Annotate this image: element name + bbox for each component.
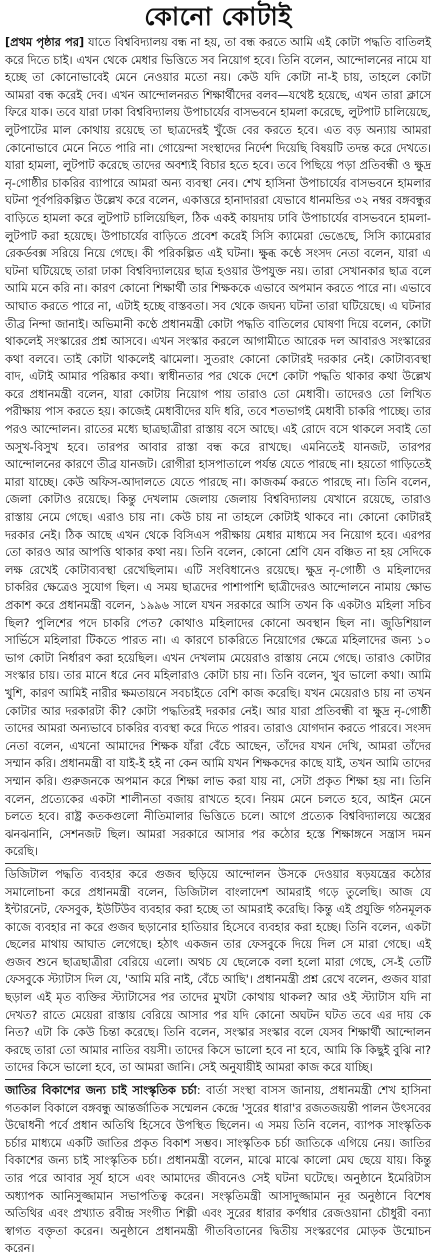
paragraph-2: ডিজিটাল পদ্ধতি ব্যবহার করে গুজব ছড়িয়ে আন্দোলন উসকে দেওয়ার ষড়যন্ত্রের কঠোর সমালোচনা করে প্রধানমন্ত্রী বলেন, ডিজিটাল বাংলাদেশ আমরাই গড়ে তুলেছি। আজ যে ইন্টারনেট, ফেসবুক, ইউটিউব ব্যবহার করা হচ্ছে তা আমরাই করেছি। কিন্তু এই প্রযুক্তি গঠনমূলক কাজে ব্যবহার না করে গুজব ছড়ানোর হাতিয়ার হিসেবে ব্যবহার করা হচ্ছে। তিনি বলেন, একটা ছেলের মাথায় আঘাত লেগেছে। হঠাৎ একজন তার ফেসবুকে দিয়ে দিল সে মারা গেছে। এই গুজব শুনে ছাত্রছাত্রীরা বেরিয়ে এলো। অথচ যে ছেলেকে বলা হলো মারা গেছে, সে-ই তেটি ফেসবুকে স্ট্যাটাস দিল যে, 'আমি মরি নাই, বেঁচে আছি'। প্রধানমন্ত্রী প্রশ্ন রেখে বলেন, গুজব যারা ছড়াল এই মৃত ব্যক্তির স্ট্যাটাসের পর তাদের মুখটা কোথায় থাকল? আর ওই স্ট্যাটাস যদি না দেখত? রাতে মেয়েরা রাস্তায় বেরিয়ে আসার পর যদি কোনো অঘটন ঘটত তবে এর দায় কে নিত? এটা কি কেউ চিন্তা করেছে। তিনি বলেন, সংস্কার সংস্কার বলে যেসব শিক্ষার্থী আন্দোলন করছে তারা তো আমার নাতির বয়সী। তাদের কিসে ভালো হবে না হবে, আমি কি কিছুই বুঝি না? তাদের কিসে ভালো হবে, তা আমরা জানি। সেই অনুযায়ীই আমরা কাজ করে যাচ্ছি। [5,867,431,1075]
headline: কোনো কোটাই [144,2,292,31]
paragraph-3 [5,1082,431,1258]
continuation-kicker: [প্রথম পৃষ্ঠার পর] [5,36,85,49]
paragraph-1 [5,34,431,861]
subheading: জাতির বিকাশের জন্য চাই সাংস্কৃতিক চর্চা [5,1084,197,1098]
paragraph-1-text: যাতে বিশ্ববিদ্যালয় বন্ধ না হয়, তা বন্ধ করতে আমি এই কোটা পদ্ধতি বাতিলই করে দিতে চাই। এখন থেকে মেধার ভিত্তিতে সব নিয়োগ হবে। তিনি বলেন, আন্দোলনের নামে যা হচ্ছে তা কোনোভাবেই মেনে নেওয়ার মতো নয়। কেউ যদি কোটা না-ই চায়, তাহলে কোটা আমরা বন্ধ করেই দেব। এখন আন্দোলনরত শিক্ষার্থীদের বলব—যথেষ্ট হয়েছে, এখন তারা ক্লাসে ফিরে যাক। তবে যারা ঢাকা বিশ্ববিদ্যালয় উপাচার্যের বাসভবনে হামলা করেছে, লুটপাট চালিয়েছে, লুটপাটের মাল কোথায় রয়েছে তা ছাত্রদেরই খুঁজে বের করতে হবে। এত বড় অন্যায় আমরা কোনোভাবে মেনে নিতে পারি না। গোয়েন্দা সংস্থাদের নির্দেশ দিয়েছি বিষয়টি তদন্ত করে দেখতে। যারা হামলা, লুটপাট করেছে তাদের অবশ্যই বিচার হতে হবে। তবে পিছিয়ে পড়া প্রতিবন্ধী ও ক্ষুদ্র নৃ-গোষ্ঠীর চাকরির ব্যাপারে আমরা অন্য ব্যবস্থা নেব। শেখ হাসিনা উপাচার্যের বাসভবনে হামলার ঘটনা পূর্বপরিকল্পিত উল্লেখ করে বলেন, একাত্তরে হানাদাররা যেভাবে ধানমন্ডির ৩২ নম্বর বঙ্গবন্ধুর বাড়িতে হামলা করে লুটপাট চালিয়েছিল, ঠিক একই কায়দায় ঢাবি উপাচার্যের বাসভবনে হামলা-লুটপাট করা হয়েছে। উপাচার্যের বাড়িতে প্রবেশ করেই সিসি ক্যামেরা ভেঙেছে, সিসি ক্যামেরার রেকর্ডবক্স সরিয়ে নিয়ে গেছে। কী পরিকল্পিত এই ঘটনা। ক্ষুব্ধ কণ্ঠে সংসদ নেতা বলেন, যারা এ ঘটনা ঘটিয়েছে তারা ঢাকা বিশ্ববিদ্যালয়ের ছাত্র হওয়ার উপযুক্ত নয়। তারা সেখানকার ছাত্র বলে আমি মনে করি না। কারণ কোনো শিক্ষার্থী তার শিক্ষককে এভাবে অপমান করতে পারে না। এভাবে আঘাত করতে পারে না, এটাই হচ্ছে বাস্তবতা। সব থেকে জঘন্য ঘটনা তারা ঘটিয়েছে। এ ঘটনার তীব্র নিন্দা জানাই। অভিমানী কণ্ঠে প্রধানমন্ত্রী কোটা পদ্ধতি বাতিলের ঘোষণা দিয়ে বলেন, কোটা থাকলেই সংস্কারের প্রশ্ন আসবে। এখন সংস্কার করলে আগামীতে আরেক দল আবারও সংস্কারের কথা বলবে। তাই কোটা থাকলেই ঝামেলা। সুতরাং কোনো কোটারই দরকার নেই। কোটাব্যবস্থা বাদ, এটাই আমার পরিষ্কার কথা। স্বাধীনতার পর থেকে দেশে কোটা পদ্ধতি থাকার কথা উল্লেখ করে প্রধানমন্ত্রী বলেন, যারা কোটায় নিয়োগ পায় তারাও তো মেধাবী। তাদেরও তো লিখিত পরীক্ষায় পাস করতে হয়। কাজেই মেধাবীদের যদি ধরি, তবে শতভাগই মেধাবী চাকরি পাচ্ছে। তার পরও আন্দোলন। রাতের মধ্যে ছাত্রছাত্রীরা রাস্তায় বসে আছে। এই রোদে বসে থাকলে সবাই তো অসুখ-বিসুখ হবে। তারপর আবার রাস্তা বন্ধ করে রাখছে। এমনিতেই যানজট, তারপর আন্দোলনের কারণে তীব্র যানজট। রোগীরা হাসপাতালে পর্যন্ত যেতে পারছে না। হয়তো গাড়িতেই মারা যাচ্ছে। কেউ অফিস-আদালতে যেতে পারছে না। কাজকর্ম করতে পারছে না। তিনি বলেন, জেলা কোটাও রয়েছে। কিন্তু দেখলাম জেলায় জেলায় বিশ্ববিদ্যালয় যেখানে রয়েছে, তারাও রাস্তায় নেমে গেছে। এরাও চায় না। কেউ চায় না তাহলে কোটাই থাকবে না। কোনো কোটারই দরকার নেই। ঠিক আছে এখন থেকে বিসিএস পরীক্ষায় মেধার মাধ্যমে সব নিয়োগ হবে। এরপর তো কারও আর আপত্তি থাকার কথা নয়। তিনি বলেন, কোনো শ্রেণি যেন বঞ্চিত না হয় সেদিকে লক্ষ রেখেই কোটাব্যবস্থা রেখেছিলাম। এটি সংবিধানেও রয়েছে। ক্ষুদ্র নৃ-গোষ্ঠী ও মহিলাদের চাকরির ক্ষেত্রেও সুযোগ ছিল। এ সময় ছাত্রদের পাশাপাশি ছাত্রীদেরও আন্দোলনে নামায় ক্ষোভ প্রকাশ করে প্রধানমন্ত্রী বলেন, ১৯৯৬ সালে যখন সরকারে আসি তখন কি একটাও মহিলা সচিব ছিল? পুলিশের পদে চাকরি পেত? কোথাও মহিলাদের কোনো অবস্থান ছিল না। জুডিশিয়াল সার্ভিসে মহিলারা টিকতে পারত না। এ কারণে চাকরিতে নিয়োগের ক্ষেত্রে মহিলাদের জন্য ১০ ভাগ কোটা নির্ধারণ করা হয়েছিল। এখন দেখলাম মেয়েরাও রাস্তায় নেমে গেছে। তারাও কোটার সংস্কার চায়। তার মানে ধরে নেব মহিলারাও কোটা চায় না। তিনি বলেন, খুব ভালো কথা। আমি খুশি, কারণ আমিই নারীর ক্ষমতায়নে সবচাইতে বেশি কাজ করেছি। যখন মেয়েরাও চায় না তখন কোটার আর দরকারটা কী? কোটা পদ্ধতিরই দরকার নেই। আর যারা প্রতিবন্ধী বা ক্ষুদ্র নৃ-গোষ্ঠী তাদের আমরা অন্যভাবে চাকরির ব্যবস্থা করে দিতে পারব। তারাও যোগদান করতে পারবে। সংসদ নেতা বলেন, এখনো আমাদের শিক্ষক যাঁরা বেঁচে আছেন, তাঁদের যখন দেখি, আমরা তাঁদের সম্মান করি। প্রধানমন্ত্রী বা যাই-ই হই না কেন আমি যখন শিক্ষকদের কাছে যাই, তখন আমি তাদের সম্মান করি। গুরুজনকে অপমান করে শিক্ষা লাভ করা যায় না, সেটা প্রকৃত শিক্ষা হয় না। তিনি বলেন, প্রত্যেকের একটা শালীনতা বজায় রাখতে হবে। নিয়ম মেনে চলতে হবে, আইন মেনে চলতে হবে। রাষ্ট্র কতকগুলো নীতিমালার ভিত্তিতে চলে। আগে প্রত্যেক বিশ্ববিদ্যালয়ে অস্ত্রের ঝনঝনানি, সেশনজট ছিল। আমরা সরকারে আসার পর কঠোর হস্তে শিক্ষাঙ্গনে সন্ত্রাস দমন করেছি। [5,36,432,859]
article-body [5,34,431,1258]
divider [5,863,431,864]
paragraph-3-text: : বার্তা সংস্থা বাসস জানায়, প্রধানমন্ত্রী শেখ হাসিনা গতকাল বিকালে বঙ্গবন্ধু আন্তর্জাতিক সম্মেলন কেন্দ্রে 'সুরের ধারা'র রজতজয়ন্তী পালন উৎসবের উদ্বোধনী পর্বে প্রধান অতিথি হিসেবে উপস্থিত ছিলেন। এ সময় তিনি বলেন, ব্যাপক সাংস্কৃতিক চর্চার মাধ্যমে একটি জাতির প্রকৃত বিকাশ সম্ভব। সাংস্কৃতিক চর্চা জাতিকে এগিয়ে নেয়। জাতির বিকাশের জন্য চাই সাংস্কৃতিক চর্চা। প্রধানমন্ত্রী বলেন, মাঝে মাঝে কালো মেঘ ছেয়ে যায়। কিন্তু তার পরে আবার সূর্য হাসে এবং আমাদের জীবনেও সেই ঘটনা ঘটেছে। অনুষ্ঠানে ইমেরিটাস অধ্যাপক আনিসুজ্জামান সভাপতিত্ব করেন। সংস্কৃতিমন্ত্রী আসাদুজ্জামান নূর অনুষ্ঠানে বিশেষ অতিথির এবং প্রখ্যাত রবীন্দ্র সংগীত শিল্পী এবং সুরের ধারার কর্ণধার রেজওয়ানা চৌধুরী বন্যা স্বাগত বক্তৃতা করেন। অনুষ্ঠানে প্রধানমন্ত্রী গীতবিতানের দ্বিতীয় সংস্করণের মোড়ক উন্মোচন করেন। [5,1084,432,1256]
divider [5,1079,431,1080]
